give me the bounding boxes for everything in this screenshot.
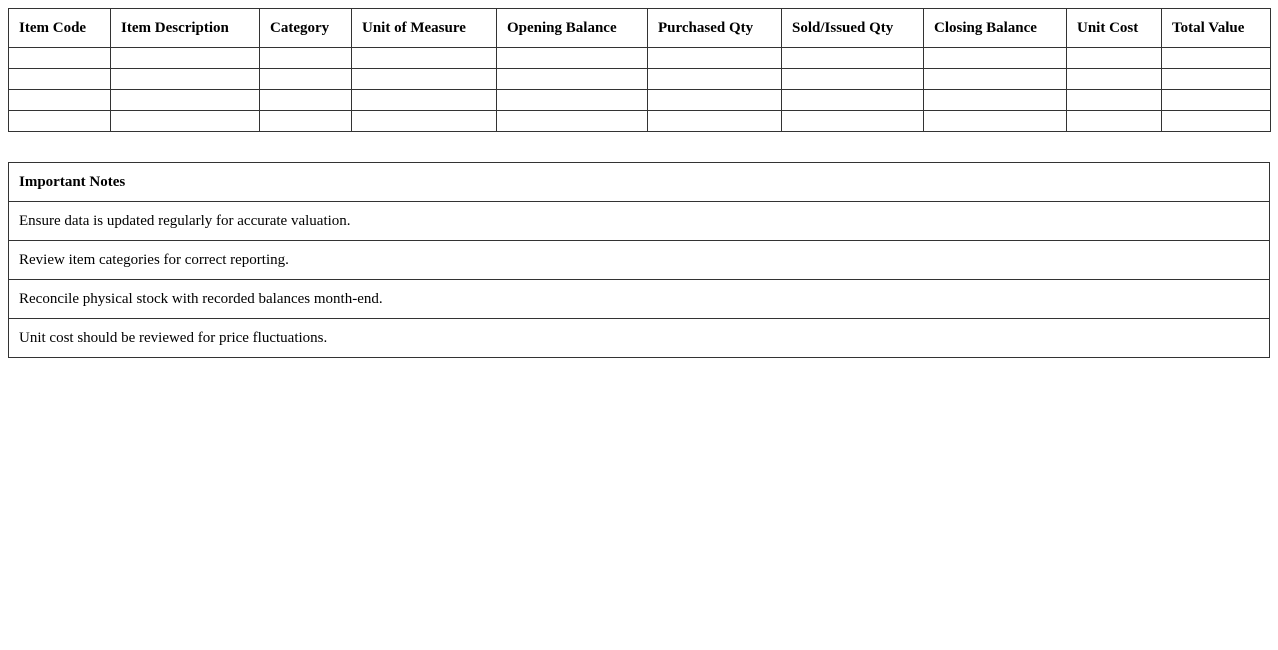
table-cell (648, 111, 782, 132)
header-unit-cost: Unit Cost (1067, 9, 1162, 48)
table-cell (9, 48, 111, 69)
table-cell (497, 90, 648, 111)
inventory-header-row (9, 9, 1271, 48)
note-text: Ensure data is updated regularly for accurate valuation. (9, 202, 1270, 241)
table-cell (111, 69, 260, 90)
inventory-table (8, 8, 1271, 132)
table-row (9, 69, 1271, 90)
table-cell (497, 48, 648, 69)
table-cell (352, 69, 497, 90)
table-cell (924, 69, 1067, 90)
header-item-description: Item Description (111, 9, 260, 48)
table-cell (782, 111, 924, 132)
table-cell (1162, 111, 1271, 132)
header-sold-issued-qty: Sold/Issued Qty (782, 9, 924, 48)
table-cell (9, 90, 111, 111)
table-cell (1067, 90, 1162, 111)
header-purchased-qty: Purchased Qty (648, 9, 782, 48)
table-row (9, 48, 1271, 69)
note-row (9, 319, 1270, 358)
notes-title: Important Notes (9, 163, 1270, 202)
table-cell (1162, 90, 1271, 111)
header-item-code: Item Code (9, 9, 111, 48)
inventory-table-body (9, 48, 1271, 132)
header-unit-of-measure: Unit of Measure (352, 9, 497, 48)
table-cell (648, 48, 782, 69)
table-cell (260, 69, 352, 90)
table-cell (111, 48, 260, 69)
table-cell (648, 90, 782, 111)
notes-header-row (9, 163, 1270, 202)
table-cell (352, 111, 497, 132)
note-text: Review item categories for correct reporting. (9, 241, 1270, 280)
table-cell (782, 69, 924, 90)
note-row (9, 280, 1270, 319)
table-cell (1067, 69, 1162, 90)
table-cell (260, 90, 352, 111)
table-cell (352, 90, 497, 111)
table-cell (782, 90, 924, 111)
note-row (9, 202, 1270, 241)
table-row (9, 90, 1271, 111)
header-total-value: Total Value (1162, 9, 1271, 48)
table-cell (1067, 111, 1162, 132)
table-cell (9, 111, 111, 132)
table-cell (111, 90, 260, 111)
table-cell (1067, 48, 1162, 69)
table-cell (1162, 69, 1271, 90)
table-cell (9, 69, 111, 90)
table-cell (924, 111, 1067, 132)
table-cell (497, 69, 648, 90)
table-cell (924, 90, 1067, 111)
header-category: Category (260, 9, 352, 48)
table-cell (648, 69, 782, 90)
table-cell (497, 111, 648, 132)
header-opening-balance: Opening Balance (497, 9, 648, 48)
header-closing-balance: Closing Balance (924, 9, 1067, 48)
table-cell (111, 111, 260, 132)
important-notes-table (8, 162, 1270, 358)
table-cell (260, 48, 352, 69)
table-cell (924, 48, 1067, 69)
table-cell (782, 48, 924, 69)
document-body (8, 8, 1270, 358)
table-cell (260, 111, 352, 132)
note-row (9, 241, 1270, 280)
note-text: Unit cost should be reviewed for price fluctuations. (9, 319, 1270, 358)
table-row (9, 111, 1271, 132)
table-cell (352, 48, 497, 69)
table-cell (1162, 48, 1271, 69)
note-text: Reconcile physical stock with recorded balances month-end. (9, 280, 1270, 319)
